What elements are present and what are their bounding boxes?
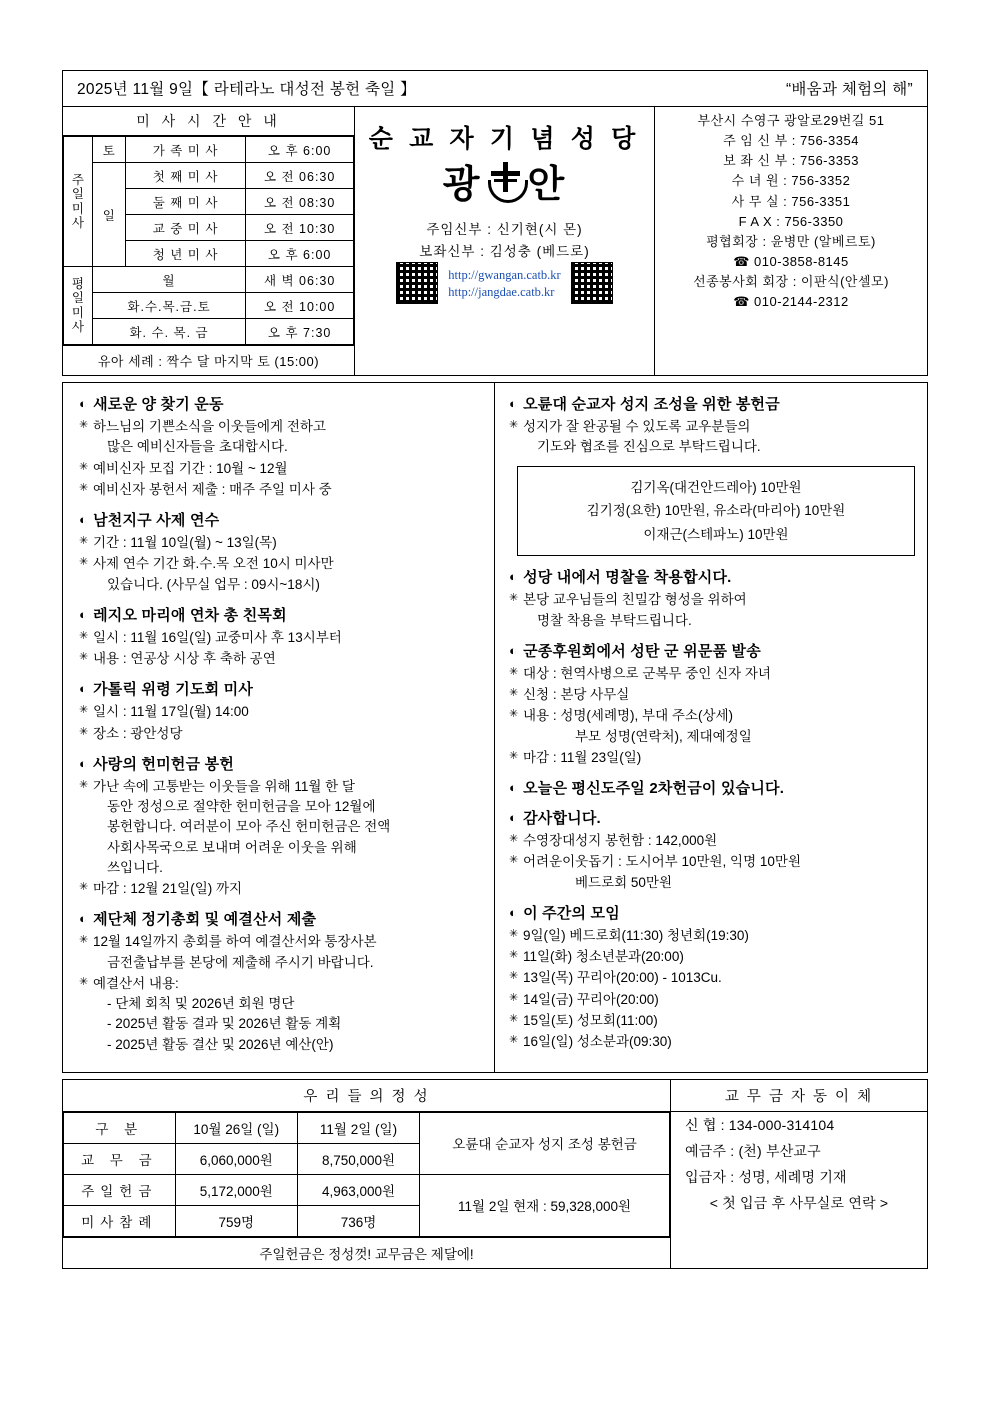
table-row xyxy=(64,319,354,345)
section-title: ◐ 남천지구 사제 연수 xyxy=(79,509,484,530)
list-item xyxy=(509,706,917,747)
section-weekly-meetings xyxy=(509,902,917,1053)
table-header-row xyxy=(64,1112,670,1143)
section-title: ◐ 군종후원회에서 성탄 군 위문품 발송 xyxy=(509,640,917,661)
col-header-category: 구 분 xyxy=(64,1112,176,1143)
auto-transfer-note: < 첫 입금 후 사무실로 연락 > xyxy=(709,1194,889,1211)
table-row xyxy=(64,1174,670,1205)
section-title: ◐ 성당 내에서 명찰을 착용합시다. xyxy=(509,566,917,587)
row-label-sunday-offering: 주일헌금 xyxy=(64,1174,176,1205)
mass-name: 화.수.목.금.토 xyxy=(92,293,246,319)
auto-transfer-block xyxy=(671,1080,927,1268)
item-text-cont: 많은 예비신자들을 초대합시다. xyxy=(107,439,288,455)
header-block xyxy=(62,70,928,376)
table-row xyxy=(64,267,354,293)
row-label-attendance: 미사참례 xyxy=(64,1205,176,1236)
section-title: ◐ 제단체 정기총회 및 예결산서 제출 xyxy=(79,908,484,929)
table-row xyxy=(64,163,354,189)
item-text-cont: 베드로회 50만원 xyxy=(575,874,673,890)
item-text: 성지가 잘 완공될 수 있도록 교우분들의 xyxy=(523,419,751,434)
section-title: ◐ 오늘은 평신도주일 2차헌금이 있습니다. xyxy=(509,777,917,798)
list-item: ✳ 16일(일) 성소분과(09:30) xyxy=(509,1032,917,1052)
mass-time: 오 전 10:00 xyxy=(246,293,354,319)
section-title: ◐ 오륜대 순교자 성지 조성을 위한 봉헌금 xyxy=(509,393,917,414)
church-name-main xyxy=(355,153,654,208)
offering-table-block xyxy=(63,1080,671,1268)
section-title: ◐ 사랑의 헌미헌금 봉헌 xyxy=(79,753,484,774)
mass-name: 가 족 미 사 xyxy=(125,137,245,163)
mass-time: 오 후 7:30 xyxy=(246,319,354,345)
section-new-sheep xyxy=(79,393,484,500)
announcements-left-column xyxy=(63,383,495,1072)
church-name-right: 안 xyxy=(527,164,567,206)
list-item: ✳ 일시 : 11월 17일(월) 14:00 xyxy=(79,702,484,722)
finance-block xyxy=(62,1079,928,1269)
item-subtext: - 단체 회칙 및 2026년 회원 명단 xyxy=(107,996,295,1011)
list-item: ✳ 수영장대성지 봉헌함 : 142,000원 xyxy=(509,831,917,851)
announcements-body xyxy=(62,382,928,1073)
section-name-tag xyxy=(509,566,917,631)
list-item xyxy=(509,852,917,893)
row-label-dues: 교 무 금 xyxy=(64,1143,176,1174)
mass-name: 교 중 미 사 xyxy=(125,215,245,241)
contact-office-phone: 사 무 실 : 756-3351 xyxy=(731,193,851,209)
item-text: 내용 : 성명(세례명), 부대 주소(상세) xyxy=(523,708,734,724)
contact-funeral-chair: 선종봉사회 회장 : 이판식(안셀모) xyxy=(693,274,889,290)
dues-date2-value: 8,750,000원 xyxy=(297,1143,419,1174)
list-item xyxy=(79,974,484,1055)
section-legio-mariae xyxy=(79,604,484,670)
section-group-meeting-report xyxy=(79,908,484,1055)
attendance-date1-value: 759명 xyxy=(175,1205,297,1236)
church-name-left: 광 xyxy=(442,164,482,206)
section-title: ◐ 감사합니다. xyxy=(509,807,917,828)
item-text-cont: 기도와 협조를 진심으로 부탁드립니다. xyxy=(537,439,761,455)
sunday-label: 주 일 미 사 xyxy=(64,137,93,267)
section-rice-offering xyxy=(79,753,484,900)
website-qr-row xyxy=(355,262,654,304)
donor-line: 이재근(스테파노) 10만원 xyxy=(643,526,789,542)
item-text-cont: 봉헌합니다. 여러분이 모아 주신 헌미헌금은 전액 xyxy=(107,819,391,835)
mass-name: 청 년 미 사 xyxy=(125,241,245,267)
list-item: ✳ 예비신자 모집 기간 : 10월 ~ 12월 xyxy=(79,459,484,479)
table-row xyxy=(64,293,354,319)
section-title: ◐ 이 주간의 모임 xyxy=(509,902,917,923)
item-text-cont: 금전출납부를 본당에 제출해 주시기 바랍니다. xyxy=(107,954,374,970)
table-row xyxy=(64,137,354,163)
section-laity-sunday-collection xyxy=(509,777,917,798)
list-item: ✳ 15일(토) 성모회(11:00) xyxy=(509,1011,917,1031)
auto-transfer-depositor: 입금자 : 성명, 세례명 기재 xyxy=(685,1168,847,1185)
contact-convent-phone: 수 녀 원 : 756-3352 xyxy=(731,173,851,189)
list-item xyxy=(509,590,917,631)
cross-emblem-icon xyxy=(484,160,526,202)
list-item: ✳ 일시 : 11월 16일(일) 교중미사 후 13시부터 xyxy=(79,628,484,648)
auto-transfer-holder: 예금주 : (천) 부산교구 xyxy=(685,1142,821,1159)
section-memorial-mass xyxy=(79,678,484,744)
mass-time: 오 후 6:00 xyxy=(246,241,354,267)
offering-table-title: 우 리 들 의 정 성 xyxy=(63,1080,670,1112)
mass-schedule-block xyxy=(63,107,355,375)
list-item: ✳ 13일(목) 꾸리아(20:00) - 1013Cu. xyxy=(509,968,917,988)
sunday-offering-date1-value: 5,172,000원 xyxy=(175,1174,297,1205)
col-header-date2: 11월 2일 (일) xyxy=(297,1112,419,1143)
contact-address: 부산시 수영구 광알로29번길 51 xyxy=(697,113,885,128)
offering-footer-note: 주일헌금은 정성껏! 교무금은 제달에! xyxy=(63,1237,670,1268)
dues-date1-value: 6,060,000원 xyxy=(175,1143,297,1174)
mass-name: 화. 수. 목. 금 xyxy=(92,319,246,345)
list-item xyxy=(79,777,484,878)
contact-funeral-chair-mobile: ☎ 010-2144-2312 xyxy=(733,294,849,310)
oryundae-fund-title: 오륜대 순교자 성지 조성 봉헌금 xyxy=(420,1112,670,1174)
mass-name: 둘 째 미 사 xyxy=(125,189,245,215)
item-text: 본당 교우님들의 친밀감 형성을 위하여 xyxy=(523,592,747,608)
baptism-note: 유아 세례 : 짝수 달 마지막 토 (15:00) xyxy=(63,345,354,375)
section-priest-training xyxy=(79,509,484,595)
mass-name: 월 xyxy=(92,267,246,293)
contact-assistant-phone: 보 좌 신 부 : 756-3353 xyxy=(723,153,859,169)
list-item: ✳ 14일(금) 꾸리아(20:00) xyxy=(509,990,917,1010)
list-item: ✳ 9일(일) 베드로회(11:30) 청년회(19:30) xyxy=(509,926,917,946)
offering-table xyxy=(63,1112,670,1237)
list-item xyxy=(509,417,917,458)
list-item xyxy=(79,554,484,595)
item-text: 사제 연수 기간 화.수.목 오전 10시 미사만 xyxy=(93,556,334,572)
item-text-cont: 부모 성명(연락처), 제대예정일 xyxy=(575,728,752,744)
contact-council-chair-mobile: ☎ 010-3858-8145 xyxy=(733,253,849,269)
announcements-right-column xyxy=(495,383,927,1072)
section-title: ◐ 가톨릭 위령 기도회 미사 xyxy=(79,678,484,699)
item-text: 어려운이웃돕기 : 도시어부 10만원, 익명 10만원 xyxy=(523,854,801,870)
sunday-offering-date2-value: 4,963,000원 xyxy=(297,1174,419,1205)
church-identity-block xyxy=(355,107,655,375)
col-header-date1: 10월 26일 (일) xyxy=(175,1112,297,1143)
item-text-cont: 있습니다. (사무실 업무 : 09시~18시) xyxy=(107,576,320,592)
contact-pastor-phone: 주 임 신 부 : 756-3354 xyxy=(723,133,859,149)
list-item: ✳ 장소 : 광안성당 xyxy=(79,724,484,744)
weekday-label: 평 일 미 사 xyxy=(64,267,93,345)
pastor-line: 주임신부 : 신기현(시 몬) xyxy=(426,222,583,237)
item-text: 가난 속에 고통받는 이웃들을 위해 11월 한 달 xyxy=(93,778,355,794)
item-text-cont: 사회사목국으로 보내며 어려운 이웃을 위해 xyxy=(107,839,357,855)
auto-transfer-title: 교 무 금 자 동 이 체 xyxy=(671,1080,927,1112)
list-item: ✳ 예비신자 봉헌서 제출 : 매주 주일 미사 중 xyxy=(79,480,484,500)
contact-fax: F A X : 756-3350 xyxy=(738,213,844,229)
contact-council-chair: 평협회장 : 윤병만 (알베르토) xyxy=(706,233,876,249)
list-item: ✳ 신청 : 본당 사무실 xyxy=(509,685,917,705)
donor-line: 김기옥(대건안드레아) 10만원 xyxy=(630,479,802,495)
mass-time: 오 전 06:30 xyxy=(246,163,354,189)
section-oryundae-offering xyxy=(509,393,917,556)
item-text-cont: 동안 정성으로 절약한 헌미헌금을 모아 12월에 xyxy=(107,799,376,814)
section-military-gift xyxy=(509,640,917,768)
mass-time: 오 후 6:00 xyxy=(246,137,354,163)
item-text: 12월 14일까지 총회를 하여 예결산서와 통장사본 xyxy=(93,934,377,950)
mass-schedule-title: 미 사 시 간 안 내 xyxy=(63,107,354,136)
header-top-bar xyxy=(63,71,927,107)
oryundae-fund-value: 11월 2일 현재 : 59,328,000원 xyxy=(420,1174,670,1236)
mass-time: 오 전 08:30 xyxy=(246,189,354,215)
church-name-top: 순 교 자 기 념 성 당 xyxy=(368,126,641,153)
mass-day: 일 xyxy=(92,163,125,267)
header-date: 2025년 11월 9일【 라테라노 대성전 봉헌 축일 】 xyxy=(77,81,416,98)
item-text-cont: 쓰입니다. xyxy=(107,859,163,875)
item-subtext: - 2025년 활동 결과 및 2026년 활동 계획 xyxy=(107,1016,342,1032)
auto-transfer-account: 신 협 : 134-000-314104 xyxy=(685,1116,835,1133)
list-item xyxy=(79,932,484,973)
qr-code-icon-left xyxy=(396,262,438,304)
website-url-jangdae[interactable]: http://jangdae.catb.kr xyxy=(448,285,555,299)
mass-day: 토 xyxy=(92,137,125,163)
item-text: 하느님의 기쁜소식을 이웃들에게 전하고 xyxy=(93,419,326,434)
section-thanks xyxy=(509,807,917,893)
mass-time: 오 전 10:30 xyxy=(246,215,354,241)
donor-list-box xyxy=(517,466,915,557)
mass-schedule-table xyxy=(63,136,354,345)
section-title: ◐ 새로운 양 찾기 운동 xyxy=(79,393,484,414)
attendance-date2-value: 736명 xyxy=(297,1205,419,1236)
section-title: ◐ 레지오 마리애 연차 총 친목회 xyxy=(79,604,484,625)
header-theme: “배움과 체험의 해” xyxy=(785,81,913,98)
qr-code-icon-right xyxy=(571,262,613,304)
mass-time: 새 벽 06:30 xyxy=(246,267,354,293)
list-item: ✳ 11일(화) 청소년분과(20:00) xyxy=(509,947,917,967)
list-item: ✳ 기간 : 11월 10일(월) ~ 13일(목) xyxy=(79,533,484,553)
item-subtext: - 2025년 활동 결산 및 2026년 예산(안) xyxy=(107,1036,334,1052)
donor-line: 김기정(요한) 10만원, 유소라(마리아) 10만원 xyxy=(586,503,846,519)
list-item: ✳ 내용 : 연공상 시상 후 축하 공연 xyxy=(79,649,484,669)
item-text: 예결산서 내용: xyxy=(93,975,179,991)
mass-name: 첫 째 미 사 xyxy=(125,163,245,189)
list-item xyxy=(79,417,484,458)
list-item: ✳ 대상 : 현역사병으로 군복무 중인 신자 자녀 xyxy=(509,664,917,684)
list-item: ✳ 마감 : 11월 23일(일) xyxy=(509,748,917,768)
contact-block xyxy=(655,107,927,375)
assistant-priest-line: 보좌신부 : 김성충 (베드로) xyxy=(419,244,590,259)
website-url-gwangan[interactable]: http://gwangan.catb.kr xyxy=(448,268,561,282)
item-text-cont: 명찰 착용을 부탁드립니다. xyxy=(537,612,692,628)
list-item: ✳ 마감 : 12월 21일(일) 까지 xyxy=(79,879,484,899)
